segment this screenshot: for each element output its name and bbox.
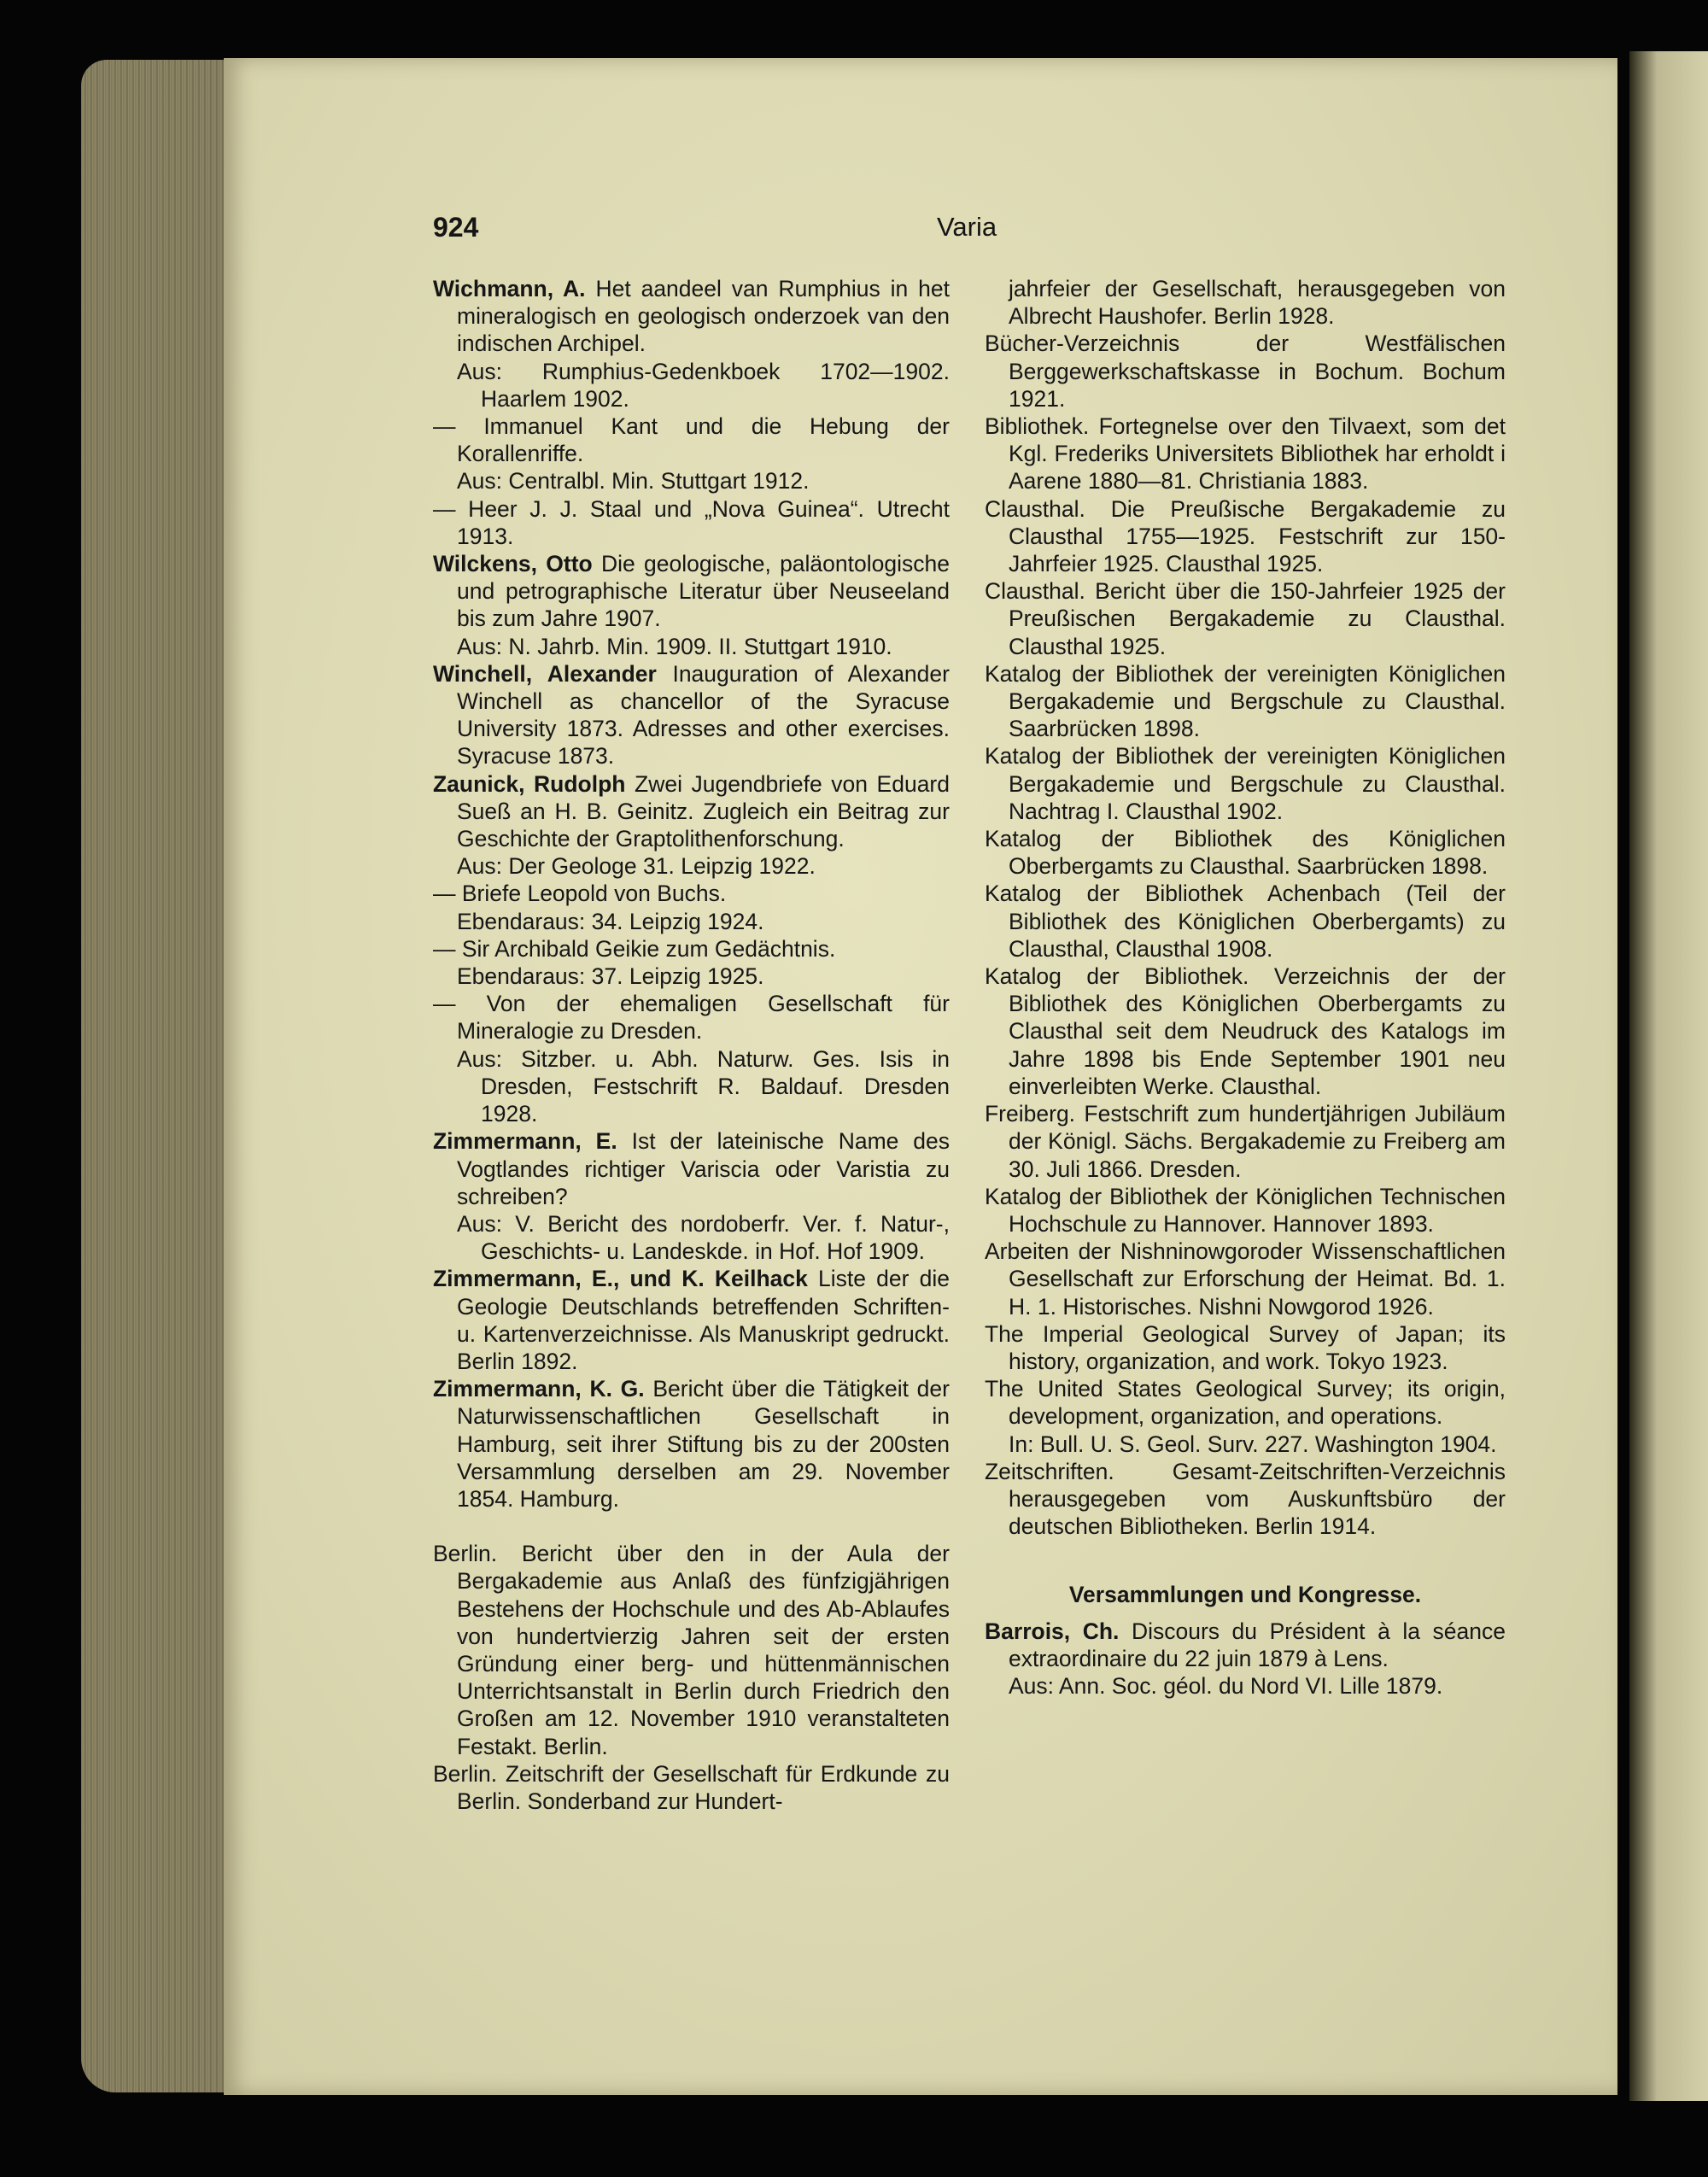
entry-title: The United States Geological Survey; its origin, development, organization, and operations. [985,1376,1506,1430]
bibliography-entry [985,495,1506,578]
bibliography-entry [433,1540,950,1760]
entry-title: Bibliothek. Fortegnelse over den Tilvaext, som det Kgl. Frederiks Universitets Bibliothek har erholdt i Aarene 1880—81. Christiania 1883. [985,413,1506,495]
bibliography-entry [433,770,950,853]
bibliography-entry [985,413,1506,495]
entry-title: Discours du Président à la séance extraordinaire du 22 juin 1879 à Lens. [1009,1618,1506,1671]
entry-title: Katalog der Bibliothek des Königlichen Oberbergamts zu Clausthal. Saarbrücken 1898. [985,826,1506,880]
entry-title: Katalog der Bibliothek der Königlichen Technischen Hochschule zu Hannover. Hannover 1893. [985,1183,1506,1237]
running-head: Varia [937,212,997,242]
entry-author: Winchell, Alexander [433,660,657,687]
bibliography-entry [433,880,950,907]
entry-author: Barrois, Ch. [985,1618,1120,1644]
entry-title: — Heer J. J. Staal und „Nova Guinea“. Utrecht 1913. [433,495,950,549]
bibliography-entry [985,825,1506,880]
bibliography-entry [433,495,950,550]
bibliography-entry [433,550,950,633]
entry-source: Ebendaraus: 34. Leipzig 1924. [457,908,764,934]
bibliography-entry [985,1375,1506,1430]
entry-title: Liste der die Geologie Deutschlands betreffenden Schriften- u. Kartenverzeichnisse. Als Manuskript gedruckt. Berlin 1892. [457,1266,950,1374]
entry-title: Berlin. Bericht über den in der Aula der Bergakademie aus Anlaß des fünfzigjährigen Bestehens der Hochschule und des Ab-Ablaufes von hundertvierzig Jahren seit der ersten Gründung einer berg- und hüttenmännischen Unterrichtsanstalt in Berlin durch Friedrich den Großen am 12. November 1910 veranstalteten Festakt. Berlin. [433,1541,950,1759]
entry-source: Ebendaraus: 37. Leipzig 1925. [457,963,764,990]
entry-source: Aus: Rumphius-Gedenkboek 1702—1902. Haarlem 1902. [457,358,950,412]
entry-title: — Immanuel Kant und die Hebung der Korallenriffe. [433,413,950,467]
bibliography-entry [985,1183,1506,1238]
bibliography-entry [985,1100,1506,1183]
entry-source: Aus: Der Geologe 31. Leipzig 1922. [457,853,816,880]
bibliography-entry [433,935,950,963]
entry-title: Freiberg. Festschrift zum hundertjährigen Jubiläum der Königl. Sächs. Bergakademie zu Freiberg am 30. Juli 1866. Dresden. [985,1101,1506,1182]
entry-title: — Sir Archibald Geikie zum Gedächtnis. [433,935,836,962]
bibliography-entry [433,660,950,770]
entry-title: The Imperial Geological Survey of Japan; its history, organization, and work. Tokyo 1923. [985,1320,1506,1374]
entry-author: Zimmermann, E. [433,1128,617,1155]
bibliography-entry [433,1265,950,1375]
entry-title: Zeitschriften. Gesamt-Zeitschriften-Verzeichnis herausgegeben vom Auskunftsbüro der deutschen Bibliotheken. Berlin 1914. [985,1458,1506,1540]
bibliography-entry [433,275,950,358]
entry-source: Aus: N. Jahrb. Min. 1909. II. Stuttgart 1910. [457,633,892,659]
entry-title: Het aandeel van Rumphius in het mineralogisch en geologisch onderzoek van den indischen Archipel. [457,276,950,357]
bibliography-entry [433,1127,950,1210]
bibliography-entry [985,1458,1506,1541]
bibliography-entry [985,660,1506,743]
left-column [433,275,950,1815]
entry-source: Aus: Ann. Soc. géol. du Nord VI. Lille 1879. [1009,1672,1443,1699]
entry-title: Ist der lateinische Name des Vogtlandes richtiger Variscia oder Varistia zu schreiben? [457,1128,950,1209]
bibliography-entry [985,1618,1506,1672]
bibliography-entry [985,963,1506,1100]
entry-title: Berlin. Zeitschrift der Gesellschaft für Erdkunde zu Berlin. Sonderband zur Hundert- [433,1760,950,1814]
entry-title: — Von der ehemaligen Gesellschaft für Mineralogie zu Dresden. [433,991,950,1045]
entry-title: Bericht über die Tätigkeit der Naturwissenschaftlichen Gesellschaft in Hamburg, seit ihrer Stiftung bis zu der 200sten Versammlung derselben am 29. November 1854. Hamburg. [457,1376,950,1512]
bibliography-entry [985,742,1506,825]
bibliography-entry [433,1375,950,1513]
bibliography-entry [433,990,950,1045]
entry-author: Wichmann, A. [433,276,586,301]
entry-title: Inauguration of Alexander Winchell as chancellor of the Syracuse University 1873. Adresses and other exercises. Syracuse 1873. [457,660,950,770]
entry-source: Aus: Sitzber. u. Abh. Naturw. Ges. Isis in Dresden, Festschrift R. Baldauf. Dresden 1928. [457,1045,950,1127]
bibliography-entry [985,1238,1506,1320]
column-gap [433,1513,950,1540]
entry-title: Bücher-Verzeichnis der Westfälischen Berggewerkschaftskasse in Bochum. Bochum 1921. [985,331,1506,412]
page-header [433,212,1509,255]
right-column [985,275,1506,1700]
bibliography-entry [985,880,1506,963]
entry-author: Zaunick, Rudolph [433,770,626,797]
page-number: 924 [433,212,479,243]
bibliography-entry [985,330,1506,413]
section-heading: Versammlungen und Kongresse. [1068,1582,1422,1608]
entry-source: Aus: Centralbl. Min. Stuttgart 1912. [457,468,810,495]
bibliography-entry [433,1760,950,1815]
entry-title: Katalog der Bibliothek. Verzeichnis der der Bibliothek des Königlichen Oberbergamts zu Clausthal seit dem Neudruck des Katalogs im Jahre 1898 bis Ende September 1901 neu einverleibten Werke. Clausthal. [985,963,1506,1099]
entry-source: Aus: V. Bericht des nordoberfr. Ver. f. Natur-, Geschichts- u. Landeskde. in Hof. Hof 1909. [457,1210,950,1265]
entry-author: Zimmermann, K. G. [433,1376,645,1402]
entry-title: Katalog der Bibliothek der vereinigten Königlichen Bergakademie und Bergschule zu Clausthal. Saarbrücken 1898. [985,660,1506,742]
bibliography-entry [985,1320,1506,1375]
entry-source: In: Bull. U. S. Geol. Surv. 227. Washington 1904. [1009,1431,1497,1457]
entry-continuation: jahrfeier der Gesellschaft, herausgegeben von Albrecht Haushofer. Berlin 1928. [1009,276,1506,330]
bibliography-entry [985,577,1506,660]
entry-title: — Briefe Leopold von Buchs. [433,881,727,907]
entry-title: Clausthal. Bericht über die 150-Jahrfeier 1925 der Preußischen Bergakademie zu Clausthal. Clausthal 1925. [985,578,1506,659]
entry-title: Zwei Jugendbriefe von Eduard Sueß an H. B. Geinitz. Zugleich ein Beitrag zur Geschichte der Graptolithenforschung. [457,770,950,852]
bibliography-entry [433,413,950,467]
entry-title: Clausthal. Die Preußische Bergakademie zu Clausthal 1755—1925. Festschrift zur 150-Jahrfeier 1925. Clausthal 1925. [985,495,1506,577]
entry-title: Katalog der Bibliothek Achenbach (Teil der Bibliothek des Königlichen Oberbergamts) zu Clausthal, Clausthal 1908. [985,881,1506,962]
entry-title: Katalog der Bibliothek der vereinigten Königlichen Bergakademie und Bergschule zu Clausthal. Nachtrag I. Clausthal 1902. [985,743,1506,824]
entry-title: Die geologische, paläontologische und petrographische Literatur über Neuseeland bis zum Jahre 1907. [457,551,950,632]
entry-author: Zimmermann, E., und K. Keilhack [433,1266,808,1292]
entry-title: Arbeiten der Nishninowgoroder Wissenschaftlichen Gesellschaft zur Erforschung der Heimat. Bd. 1. H. 1. Historisches. Nishni Nowgorod 1926. [985,1238,1506,1320]
facing-page-edge [1629,51,1708,2101]
entry-author: Wilckens, Otto [433,551,593,577]
